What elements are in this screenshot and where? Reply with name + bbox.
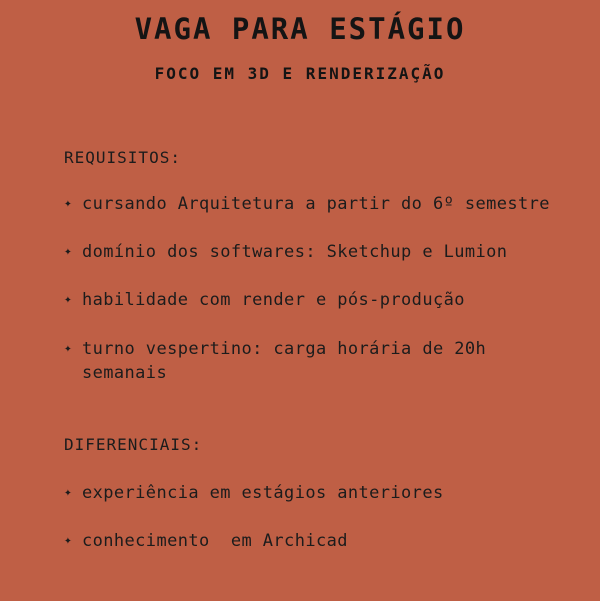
requisito-text: turno vespertino: carga horária de 20h semanais [82, 339, 487, 383]
requisitos-heading: REQUISITOS: [64, 148, 181, 167]
bullet-icon: ✦ [64, 341, 73, 356]
requisito-text: habilidade com render e pós-produção [82, 290, 465, 310]
list-item [64, 240, 584, 264]
diferencial-text: conhecimento em Archicad [82, 531, 348, 551]
list-item [64, 288, 584, 312]
page-subtitle: FOCO EM 3D E RENDERIZAÇÃO [154, 64, 446, 83]
list-item [64, 481, 584, 505]
bullet-icon: ✦ [64, 485, 73, 500]
list-item [64, 529, 584, 553]
diferenciais-heading: DIFERENCIAIS: [64, 435, 203, 454]
page-title: VAGA PARA ESTÁGIO [134, 12, 466, 46]
list-item [64, 192, 584, 216]
bullet-icon: ✦ [64, 196, 73, 211]
bullet-icon: ✦ [64, 533, 73, 548]
requisito-text: cursando Arquitetura a partir do 6º semestre [82, 194, 550, 214]
list-item [64, 337, 504, 385]
bullet-icon: ✦ [64, 292, 73, 307]
requisito-text: domínio dos softwares: Sketchup e Lumion [82, 242, 508, 262]
bullet-icon: ✦ [64, 244, 73, 259]
diferencial-text: experiência em estágios anteriores [82, 483, 444, 503]
